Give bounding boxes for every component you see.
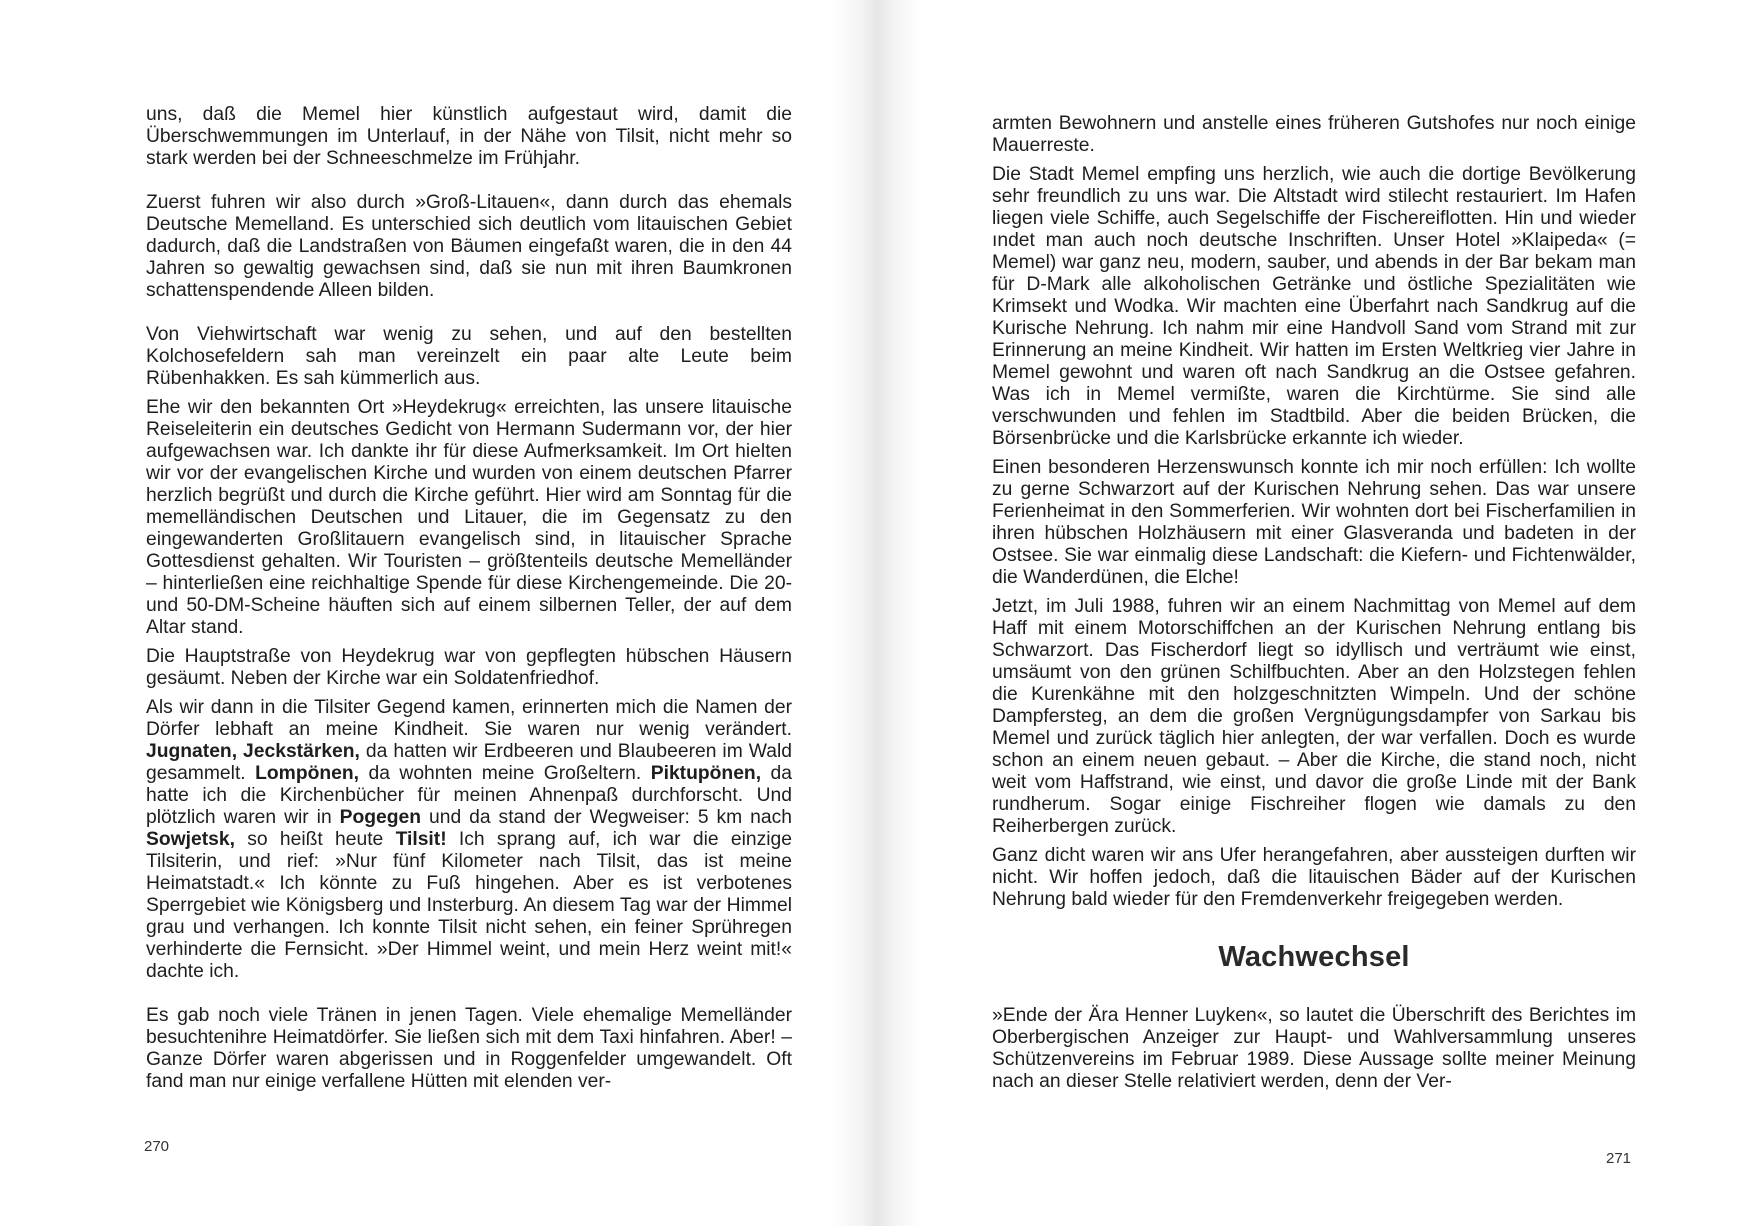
paragraph: Ganz dicht waren wir ans Ufer herangefahren, aber aussteigen durften wir nicht. Wir hoffen jedoch, daß die litauischen Bäder auf der Kurischen Nehrung bald wieder für den Fremdenverkehr freigegeben werden. xyxy=(992,845,1636,910)
left-page-text xyxy=(146,104,792,1093)
paragraph: Die Hauptstraße von Heydekrug war von gepflegten hübschen Häusern gesäumt. Neben der Kirche war ein Soldatenfriedhof. xyxy=(146,646,792,689)
text-run: Ich sprang auf, ich war die einzige Tilsiterin, und rief: »Nur fünf Kilometer nach Tilsit, das ist meine Heimatstadt.« Ich könnte zu Fuß hingehen. Aber es ist verbotenes Sperrgebiet wie Königsberg und Insterburg. An diesem Tag war der Himmel grau und verhangen. Ich konnte Tilsit nicht sehen, ein feiner Sprühregen verhinderte die Fernsicht. »Der Himmel weint, und mein Herz weint mit!« dachte ich. xyxy=(146,829,792,982)
paragraph: armten Bewohnern und anstelle eines früheren Gutshofes nur noch einige Mauerreste. xyxy=(992,113,1636,156)
place-name: Piktupönen, xyxy=(650,763,762,784)
paragraph: Es gab noch viele Tränen in jenen Tagen. Viele ehemalige Memelländer besuchtenihre Heimatdörfer. Sie ließen sich mit dem Taxi hinfahren. Aber! – Ganze Dörfer waren abgerissen und in Roggenfelder umgewandelt. Oft fand man nur einige verfallene Hütten mit elenden ver- xyxy=(146,1005,792,1092)
text-run: Als wir dann in die Tilsiter Gegend kamen, erinnerten mich die Namen der Dörfer lebhaft an meine Kindheit. Sie waren nur wenig verändert. xyxy=(146,697,792,740)
page-number: 270 xyxy=(144,1138,170,1155)
text-run: da hatte ich die Kirchenbücher für meinen Ahnenpaß durchforscht. Und plötzlich waren wir in xyxy=(146,763,792,828)
paragraph: Einen besonderen Herzenswunsch konnte ich mir noch erfüllen: Ich wollte zu gerne Schwarzort auf der Kurischen Nehrung sehen. Das war unsere Ferienheimat in den Sommerferien. Wir wohnten dort bei Fischerfamilien in ihren hübschen Holzhäusern mit einer Glasveranda und badeten in der Ostsee. Sie war einmalig diese Landschaft: die Kiefern- und Fichtenwälder, die Wanderdünen, die Elche! xyxy=(992,457,1636,588)
place-name: Sowjetsk, xyxy=(146,829,235,850)
place-name: Pogegen xyxy=(339,807,422,828)
paragraph: Zuerst fuhren wir also durch »Groß-Litauen«, dann durch das ehemals Deutsche Memelland. Es unterschied sich deutlich vom litauischen Gebiet dadurch, daß die Landstraßen von Bäumen eingefaßt waren, die in den 44 Jahren so gewaltig gewachsen sind, daß sie nun mit ihren Baumkronen schattenspendende Alleen bilden. xyxy=(146,192,792,301)
right-page xyxy=(872,0,1744,1226)
text-run: so heißt heute xyxy=(234,829,396,850)
place-name: Tilsit! xyxy=(395,829,447,850)
paragraph: uns, daß die Memel hier künstlich aufgestaut wird, damit die Überschwemmungen im Unterlauf, in der Nähe von Tilsit, nicht mehr so stark werden bei der Schneeschmelze im Frühjahr. xyxy=(146,104,792,169)
paragraph: »Ende der Ära Henner Luyken«, so lautet die Überschrift des Berichtes im Oberbergischen Anzeiger zur Haupt- und Wahlversammlung unseres Schützenvereins im Februar 1989. Diese Aussage sollte meiner Meinung nach an dieser Stelle relativiert werden, denn der Ver- xyxy=(992,1005,1636,1092)
text-run: da hatten wir Erdbeeren und Blaubeeren im Wald gesammelt. xyxy=(146,741,792,784)
page-number: 271 xyxy=(1606,1150,1632,1167)
paragraph: Die Stadt Memel empfing uns herzlich, wie auch die dortige Bevölkerung sehr freundlich zu uns war. Die Altstadt wird stilecht restauriert. Im Hafen liegen viele Schiffe, auch Segelschiffe der Fischereiflotten. Hin und wieder ındet man auch noch deutsche Inschriften. Unser Hotel »Klaipeda« (= Memel) war ganz neu, modern, sauber, und abends in der Bar bekam man für D-Mark alle alkoholischen Getränke und östliche Spezialitäten wie Krimsekt und Wodka. Wir machten eine Überfahrt nach Sandkrug auf die Kurische Nehrung. Ich nahm mir eine Handvoll Sand vom Strand mit zur Erinnerung an meine Kindheit. Wir hatten im Ersten Weltkrieg vier Jahre in Memel gewohnt und waren oft nach Sandkrug an die Ostsee gefahren. Was ich in Memel vermißte, waren die Kirchtürme. Sie sind alle verschwunden und fehlen im Stadtbild. Aber die beiden Brücken, die Börsenbrücke und die Karlsbrücke erkannte ich wieder. xyxy=(992,164,1636,449)
paragraph-place-names xyxy=(146,697,792,983)
text-run: und da stand der Wegweiser: 5 km nach xyxy=(421,807,792,828)
paragraph: Ehe wir den bekannten Ort »Heydekrug« erreichten, las unsere litauische Reiseleiterin ein deutsches Gedicht von Hermann Sudermann vor, der hier aufgewachsen war. Ich dankte ihr für diese Aufmerksamkeit. Im Ort hielten wir vor der evangelischen Kirche und wurden von einem deutschen Pfarrer herzlich begrüßt und durch die Kirche geführt. Hier wird am Sonntag für die memelländischen Deutschen und Litauer, die im Gegensatz zu den eingewanderten Großlitauern evangelisch sind, in litauischer Sprache Gottesdienst gehalten. Wir Touristen – größtenteils deutsche Memelländer – hinterließen eine reichhaltige Spende für diese Kirchengemeinde. Die 20- und 50-DM-Scheine häuften sich auf einem silbernen Teller, der auf dem Altar stand. xyxy=(146,397,792,638)
text-run: da wohnten meine Großeltern. xyxy=(359,763,651,784)
paragraph: Von Viehwirtschaft war wenig zu sehen, und auf den bestellten Kolchosefeldern sah man vereinzelt ein paar alte Leute beim Rübenhakken. Es sah kümmerlich aus. xyxy=(146,324,792,389)
right-page-text xyxy=(992,113,1636,1093)
paragraph: Jetzt, im Juli 1988, fuhren wir an einem Nachmittag von Memel auf dem Haff mit einem Motorschiffchen an der Kurischen Nehrung entlang bis Schwarzort. Das Fischerdorf liegt so idyllisch und verträumt wie einst, umsäumt von den grünen Schilfbuchten. Aber an den Holzstegen fehlen die Kurenkähne mit den holzgeschnitzten Wimpeln. Und der schöne Dampfersteg, an dem die großen Vergnügungsdampfer von Sarkau bis Memel und zurück täglich hier anlegten, der war verfallen. Doch es wurde schon an einem neuen gebaut. – Aber die Kirche, die stand noch, nicht weit vom Haffstrand, wie einst, und davor die große Linde mit der Bank rundherum. Sogar einige Fischreiher flogen wie damals zu den Reiherbergen zurück. xyxy=(992,596,1636,837)
place-name: Jugnaten, Jeckstärken, xyxy=(146,741,360,762)
place-name: Lompönen, xyxy=(255,763,360,784)
section-heading: Wachwechsel xyxy=(1218,941,1410,973)
